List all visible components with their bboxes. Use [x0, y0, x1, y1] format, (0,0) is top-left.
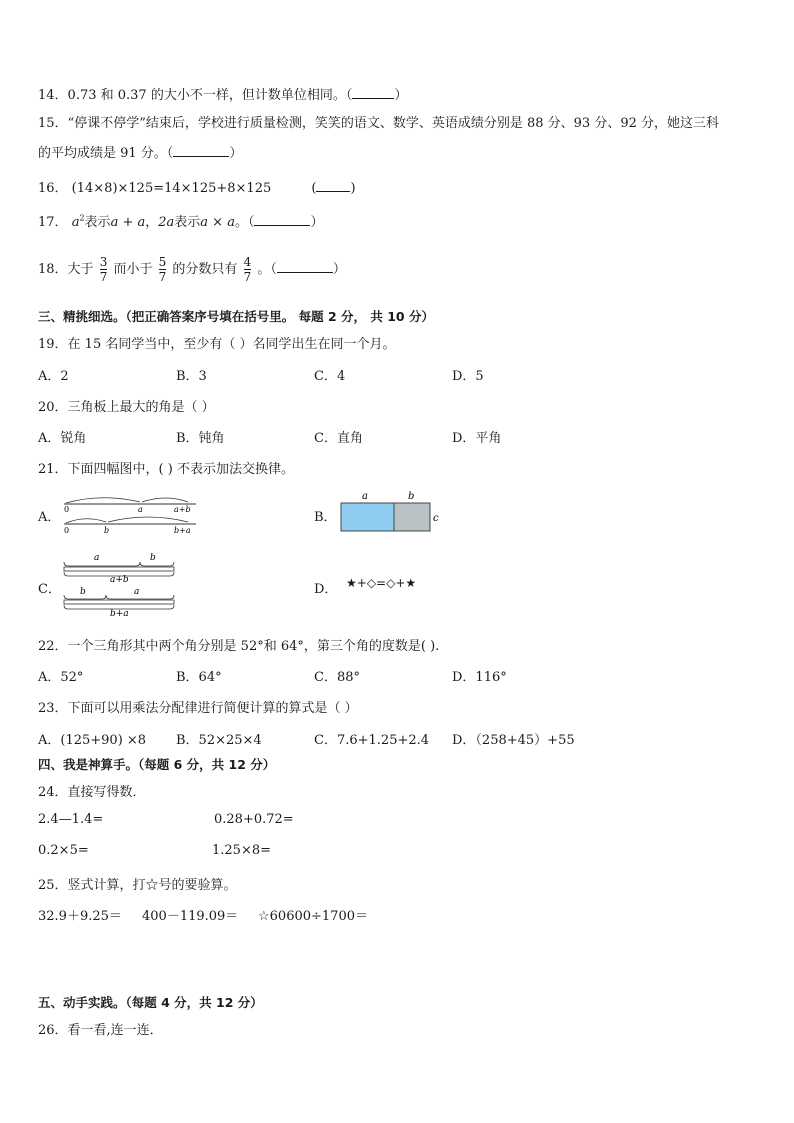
calc-item: 1.25×8=: [212, 843, 272, 858]
q16-text: 16． (14×8)×125=14×125+8×125: [38, 181, 272, 196]
q23-option-c[interactable]: C．7.6+1.25+2.4: [314, 733, 430, 748]
calc-item: 0.2×5=: [38, 843, 89, 858]
question-17: 17． $a^2$表示a + a，2a表示a × a。（ ）: [38, 213, 324, 230]
q22-option-c[interactable]: C．88°: [314, 670, 360, 685]
q15-line1: 15．“停课不停学”结束后，学校进行质量检测，笑笑的语文、数学、英语成绩分别是 88 分、93 分、92 分，她这三科: [38, 116, 719, 131]
label: b: [80, 587, 86, 597]
q22-option-d[interactable]: D．116°: [452, 670, 507, 685]
section-5-heading: 五、动手实践。（每题 4 分，共 12 分）: [38, 995, 263, 1010]
label: a: [134, 587, 140, 597]
q23-option-d[interactable]: D．（258+45）+55: [452, 733, 575, 748]
calc-item: 0.28+0.72=: [214, 812, 294, 827]
fraction: $\frac{3}{7}$: [99, 255, 108, 284]
q20-option-b[interactable]: B．钝角: [176, 431, 225, 446]
q23-option-b[interactable]: B．52×25×4: [176, 733, 262, 748]
label: a+b: [174, 505, 191, 514]
question-21: 21．下面四幅图中，( ) 不表示加法交换律。: [38, 462, 294, 477]
question-24: 24．直接写得数．: [38, 785, 146, 800]
question-14: 14．0.73 和 0.37 的大小不一样，但计数单位相同。（ ）: [38, 88, 408, 103]
calc-item: 32.9＋9.25＝: [38, 909, 122, 924]
number-line-figure-a: [62, 490, 202, 538]
label: 0: [64, 505, 70, 514]
calc-item: 2.4—1.4=: [38, 812, 104, 827]
rect-a: [341, 503, 394, 531]
fraction: $\frac{4}{7}$: [243, 255, 252, 284]
bar-figure-c: [62, 550, 180, 620]
question-20: 20．三角板上最大的角是（ ）: [38, 400, 215, 415]
label: 0: [64, 526, 70, 535]
q22-option-b[interactable]: B．64°: [176, 670, 222, 685]
answer-blank[interactable]: [173, 144, 229, 157]
symbol-equation-figure-d: ★+◇=◇+★: [346, 576, 417, 590]
answer-blank[interactable]: [277, 260, 333, 273]
calc-item: ☆60600÷1700＝: [258, 909, 368, 924]
q20-option-c[interactable]: C．直角: [314, 431, 363, 446]
section-4-heading: 四、我是神算手。（每题 6 分，共 12 分）: [38, 757, 276, 772]
section-3-heading: 三、精挑细选。（把正确答案序号填在括号里。 每题 2 分， 共 10 分）: [38, 309, 434, 324]
q19-option-c[interactable]: C．4: [314, 369, 346, 384]
fraction: $\frac{5}{7}$: [158, 255, 167, 284]
label: b: [104, 526, 110, 535]
label: b+a: [174, 526, 191, 535]
label: b: [408, 491, 415, 502]
q21-option-d[interactable]: D．: [314, 582, 338, 597]
q21-option-c[interactable]: C．: [38, 582, 61, 597]
q20-option-a[interactable]: A．锐角: [38, 431, 87, 446]
q20-option-d[interactable]: D．平角: [452, 431, 502, 446]
label: b+a: [110, 609, 129, 619]
answer-blank[interactable]: [352, 86, 394, 99]
question-26: 26．看一看,连一连．: [38, 1023, 163, 1038]
question-19: 19．在 15 名同学当中，至少有（ ）名同学出生在同一个月。: [38, 337, 396, 352]
label: a: [138, 505, 143, 514]
label: c: [433, 513, 439, 524]
q21-option-b[interactable]: B．: [314, 510, 337, 525]
calc-item: 400－119.09＝: [142, 909, 239, 924]
question-18: 18．大于 $\frac{3}{7}$ 而小于 $\frac{5}{7}$ 的分数只有 $\frac{4}{7}$ 。（ ）: [38, 255, 346, 284]
answer-blank[interactable]: [254, 213, 310, 226]
question-22: 22．一个三角形其中两个角分别是 52°和 64°，第三个角的度数是( ).: [38, 639, 440, 654]
label: a: [94, 553, 100, 563]
q19-option-d[interactable]: D．5: [452, 369, 484, 384]
label: b: [150, 553, 156, 563]
question-15: 15．“停课不停学”结束后，学校进行质量检测，笑笑的语文、数学、英语成绩分别是 88 分、93 分、92 分，她这三科 的平均成绩是 91 分。（ ）: [38, 116, 719, 161]
question-16: 16． (14×8)×125=14×125+8×125 ( ): [38, 181, 356, 196]
label: a+b: [110, 575, 129, 585]
rect-b: [394, 503, 430, 531]
q22-option-a[interactable]: A．52°: [38, 670, 84, 685]
question-25: 25．竖式计算，打☆号的要验算。: [38, 878, 237, 893]
rectangle-figure-b: [338, 488, 448, 534]
q14-text: 14．0.73 和 0.37 的大小不一样，但计数单位相同。（: [38, 88, 353, 103]
answer-blank[interactable]: [316, 179, 350, 192]
question-23: 23．下面可以用乘法分配律进行简便计算的算式是（ ）: [38, 701, 358, 716]
q21-option-a[interactable]: A．: [38, 510, 61, 525]
q23-option-a[interactable]: A．(125+90) ×8: [38, 733, 147, 748]
q15-line2: 的平均成绩是 91 分。（: [38, 146, 174, 161]
label: a: [362, 491, 368, 502]
q19-option-a[interactable]: A．2: [38, 369, 69, 384]
q19-option-b[interactable]: B．3: [176, 369, 207, 384]
